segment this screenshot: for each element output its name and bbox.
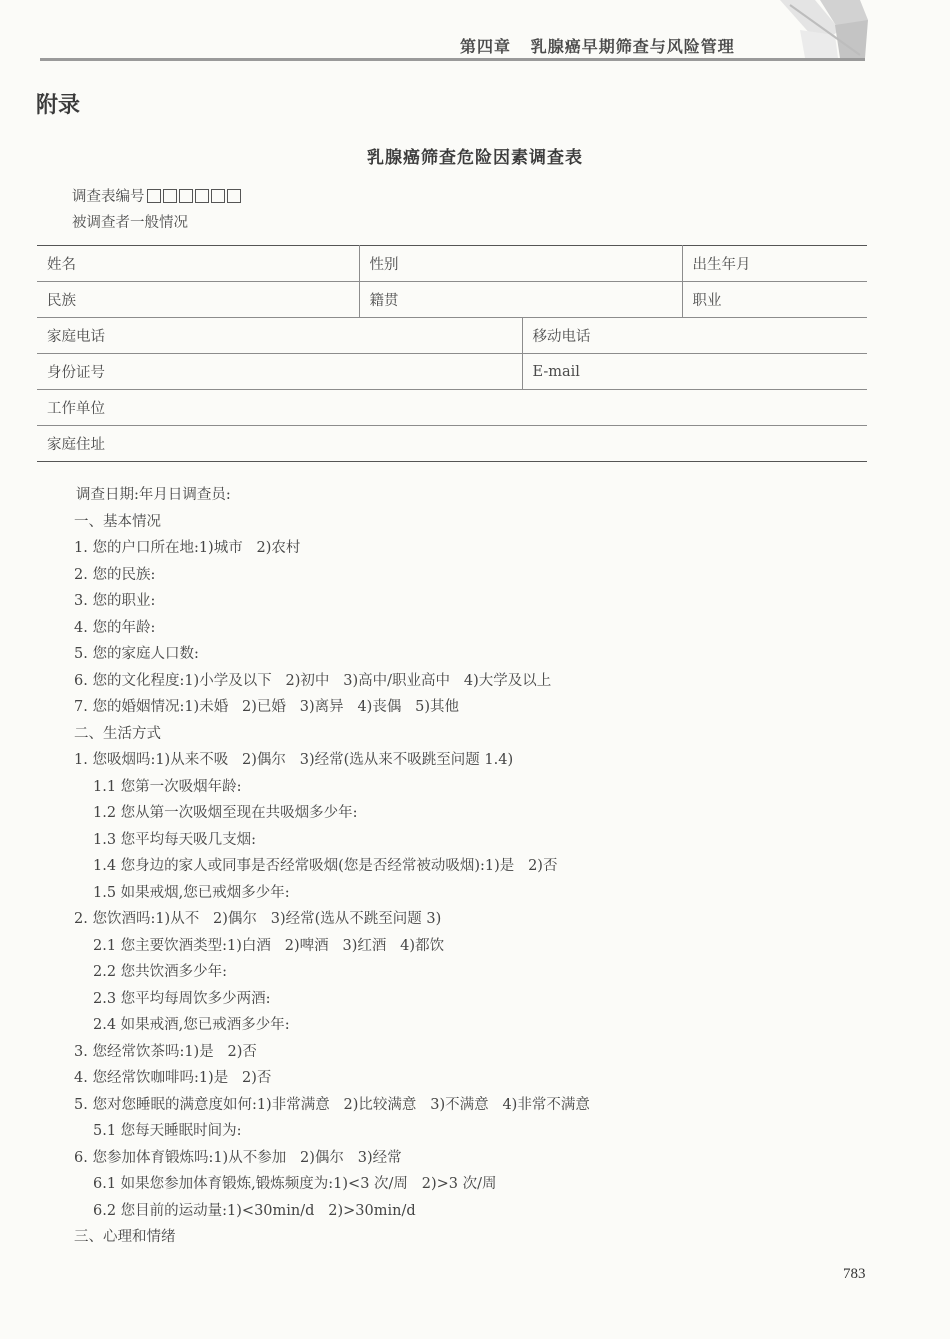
question-item: 1. 您吸烟吗:1)从来不吸 2)偶尔 3)经常(选从来不吸跳至问题 1.4) [74, 752, 514, 768]
question-item: 6. 您的文化程度:1)小学及以下 2)初中 3)高中/职业高中 4)大学及以上 [74, 673, 552, 689]
form-number-label: 调查表编号 [72, 189, 145, 205]
work-unit-cell[interactable]: 工作单位 [37, 390, 867, 426]
name-cell[interactable]: 姓名 [37, 246, 359, 282]
sub-question-item: 1.1 您第一次吸烟年龄: [93, 779, 242, 795]
sub-question-item: 6.1 如果您参加体育锻炼,锻炼频度为:1)<3 次/周 2)>3 次/周 [93, 1176, 497, 1192]
sub-question-item: 1.3 您平均每天吸几支烟: [93, 832, 257, 848]
section-heading: 二、生活方式 [74, 726, 161, 742]
survey-date-line: 调查日期:年月日调查员: [76, 487, 231, 503]
question-item: 2. 您的民族: [74, 567, 156, 583]
table-row [37, 282, 867, 318]
occupation-cell[interactable]: 职业 [682, 282, 867, 318]
form-number-boxes [147, 189, 241, 203]
home-phone-cell[interactable]: 家庭电话 [37, 318, 522, 354]
sub-question-item: 5.1 您每天睡眠时间为: [93, 1123, 242, 1139]
sub-question-item: 1.4 您身边的家人或同事是否经常吸烟(您是否经常被动吸烟):1)是 2)否 [93, 858, 558, 874]
general-info-label: 被调查者一般情况 [72, 215, 188, 231]
ethnicity-cell[interactable]: 民族 [37, 282, 359, 318]
sub-question-item: 6.2 您目前的运动量:1)<30min/d 2)>30min/d [93, 1203, 416, 1219]
question-item: 7. 您的婚姻情况:1)未婚 2)已婚 3)离异 4)丧偶 5)其他 [74, 699, 460, 715]
table-row [37, 318, 867, 354]
question-item: 5. 您的家庭人口数: [74, 646, 199, 662]
page-number: 783 [843, 1266, 866, 1282]
question-item: 4. 您经常饮咖啡吗:1)是 2)否 [74, 1070, 272, 1086]
question-item: 1. 您的户口所在地:1)城市 2)农村 [74, 540, 301, 556]
sub-question-item: 2.1 您主要饮酒类型:1)白酒 2)啤酒 3)红酒 4)都饮 [93, 938, 445, 954]
question-item: 6. 您参加体育锻炼吗:1)从不参加 2)偶尔 3)经常 [74, 1150, 402, 1166]
appendix-heading: 附录 [36, 92, 81, 118]
question-item: 4. 您的年龄: [74, 620, 156, 636]
sub-question-item: 2.3 您平均每周饮多少两酒: [93, 991, 271, 1007]
sub-question-item: 1.5 如果戒烟,您已戒烟多少年: [93, 885, 290, 901]
question-item: 3. 您经常饮茶吗:1)是 2)否 [74, 1044, 257, 1060]
sub-question-item: 1.2 您从第一次吸烟至现在共吸烟多少年: [93, 805, 358, 821]
header-rule [40, 58, 865, 61]
native-place-cell[interactable]: 籍贯 [359, 282, 682, 318]
sub-question-item: 2.2 您共饮酒多少年: [93, 964, 228, 980]
home-address-cell[interactable]: 家庭住址 [37, 426, 867, 462]
gender-cell[interactable]: 性别 [359, 246, 682, 282]
question-item: 2. 您饮酒吗:1)从不 2)偶尔 3)经常(选从不跳至问题 3) [74, 911, 442, 927]
mobile-phone-cell[interactable]: 移动电话 [522, 318, 867, 354]
form-title: 乳腺癌筛查危险因素调查表 [367, 148, 583, 168]
table-row [37, 426, 867, 462]
respondent-info-table [37, 245, 867, 462]
question-item: 5. 您对您睡眠的满意度如何:1)非常满意 2)比较满意 3)不满意 4)非常不满意 [74, 1097, 590, 1113]
section-heading: 一、基本情况 [74, 514, 161, 530]
header-decoration [760, 0, 870, 62]
section-heading: 三、心理和情绪 [74, 1229, 176, 1245]
question-item: 3. 您的职业: [74, 593, 156, 609]
table-row [37, 246, 867, 282]
table-row [37, 354, 867, 390]
form-number-line [72, 185, 241, 206]
running-header-title: 第四章 乳腺癌早期筛查与风险管理 [460, 37, 735, 56]
table-row [37, 390, 867, 426]
sub-question-item: 2.4 如果戒酒,您已戒酒多少年: [93, 1017, 290, 1033]
email-cell[interactable]: E-mail [522, 354, 867, 390]
birth-cell[interactable]: 出生年月 [682, 246, 867, 282]
id-number-cell[interactable]: 身份证号 [37, 354, 522, 390]
